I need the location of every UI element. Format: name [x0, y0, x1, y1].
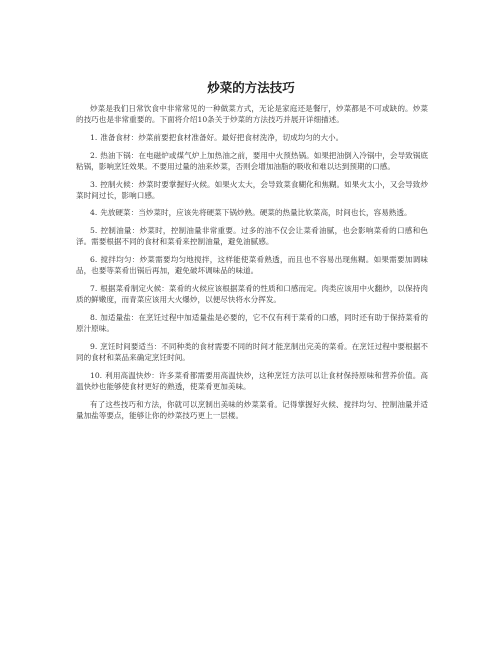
- tip-text: 先放硬菜：当炒菜时，应该先将硬菜下锅炒熟。硬菜的热量比软菜高，时间也长，容易熟透。: [100, 208, 412, 218]
- tip-number: 9.: [90, 341, 98, 351]
- tip-item-3: [76, 179, 428, 201]
- tip-item-2: [76, 150, 428, 172]
- tip-item-7: [76, 283, 428, 305]
- tip-item-1: [76, 132, 428, 143]
- page-title: 炒菜的方法技巧: [207, 80, 295, 95]
- tip-text: 搅拌均匀：炒菜需要均匀地搅拌，这样能使菜肴熟透，而且也不容易出现焦糊。如果需要加调味品，也要等菜肴出锅后再加，避免破坏调味品的味道。: [76, 255, 428, 276]
- tip-number: 1.: [90, 132, 98, 142]
- tip-number: 8.: [90, 312, 98, 322]
- tip-number: 10.: [90, 370, 103, 380]
- tip-number: 5.: [90, 226, 98, 236]
- document-body: [76, 103, 428, 427]
- tip-item-4: [76, 207, 428, 218]
- tip-item-10: [76, 370, 428, 392]
- tip-number: 7.: [90, 283, 98, 293]
- tip-number: 6.: [90, 255, 98, 265]
- intro-paragraph: 炒菜是我们日常饮食中非常常见的一种做菜方式，无论是家庭还是餐厅，炒菜都是不可或缺的。炒菜的技巧也是非常重要的。下面将介绍10条关于炒菜的方法技巧并展开详细描述。: [76, 104, 428, 125]
- tip-text: 根据菜肴制定火候：菜肴的火候应该根据菜肴的性质和口感而定。肉类应该用中火翻炒，以保持肉质的鲜嫩度，而青菜应该用大火爆炒，以便尽快将水分挥发。: [76, 283, 428, 305]
- tip-number: 2.: [90, 150, 98, 160]
- tip-text: 加适量盐：在烹饪过程中加适量盐是必要的，它不仅有利于菜肴的口感，同时还有助于保持菜肴的原汁原味。: [76, 312, 428, 334]
- tip-item-9: [76, 341, 428, 363]
- tip-text: 热油下锅：在电磁炉或煤气炉上加热油之前，要用中火预热锅。如果把油倒入冷锅中，会导致锅底粘锅，影响烹饪效果。不要用过量的油来炒菜，否则会增加油脂的吸收和难以达到预期的口感。: [76, 150, 428, 171]
- conclusion-paragraph: 有了这些技巧和方法，你就可以烹制出美味的炒菜菜肴。记得掌握好火候、搅拌均匀、控制油量并适量加盐等要点，能够让你的炒菜技巧更上一层楼。: [76, 399, 428, 420]
- tip-item-5: [76, 225, 428, 247]
- tip-text: 利用高温快炒：许多菜肴都需要用高温快炒，这种烹饪方法可以让食材保持原味和营养价值。高温快炒也能够使食材更好的熟透，使菜肴更加美味。: [76, 370, 428, 391]
- tip-text: 准备食材：炒菜前要把食材准备好。最好把食材洗净，切成均匀的大小。: [100, 132, 344, 142]
- tip-text: 烹饪时间要适当：不同种类的食材需要不同的时间才能烹制出完美的菜肴。在烹饪过程中要根据不同的食材和菜品来确定烹饪时间。: [76, 341, 428, 362]
- tip-item-6: [76, 254, 428, 276]
- tip-item-8: [76, 312, 428, 334]
- tip-text: 控制火候：炒菜时要掌握好火候。如果火太大，会导致菜食糊化和焦糊。如果火太小，又会导致炒菜时间过长，影响口感。: [76, 179, 428, 200]
- tip-number: 4.: [90, 208, 98, 218]
- tip-number: 3.: [90, 179, 98, 189]
- tip-text: 控制油量：炒菜时，控制油量非常重要。过多的油不仅会让菜肴油腻，也会影响菜肴的口感和色泽。需要根据不同的食材和菜肴来控制油量，避免油腻感。: [76, 226, 428, 247]
